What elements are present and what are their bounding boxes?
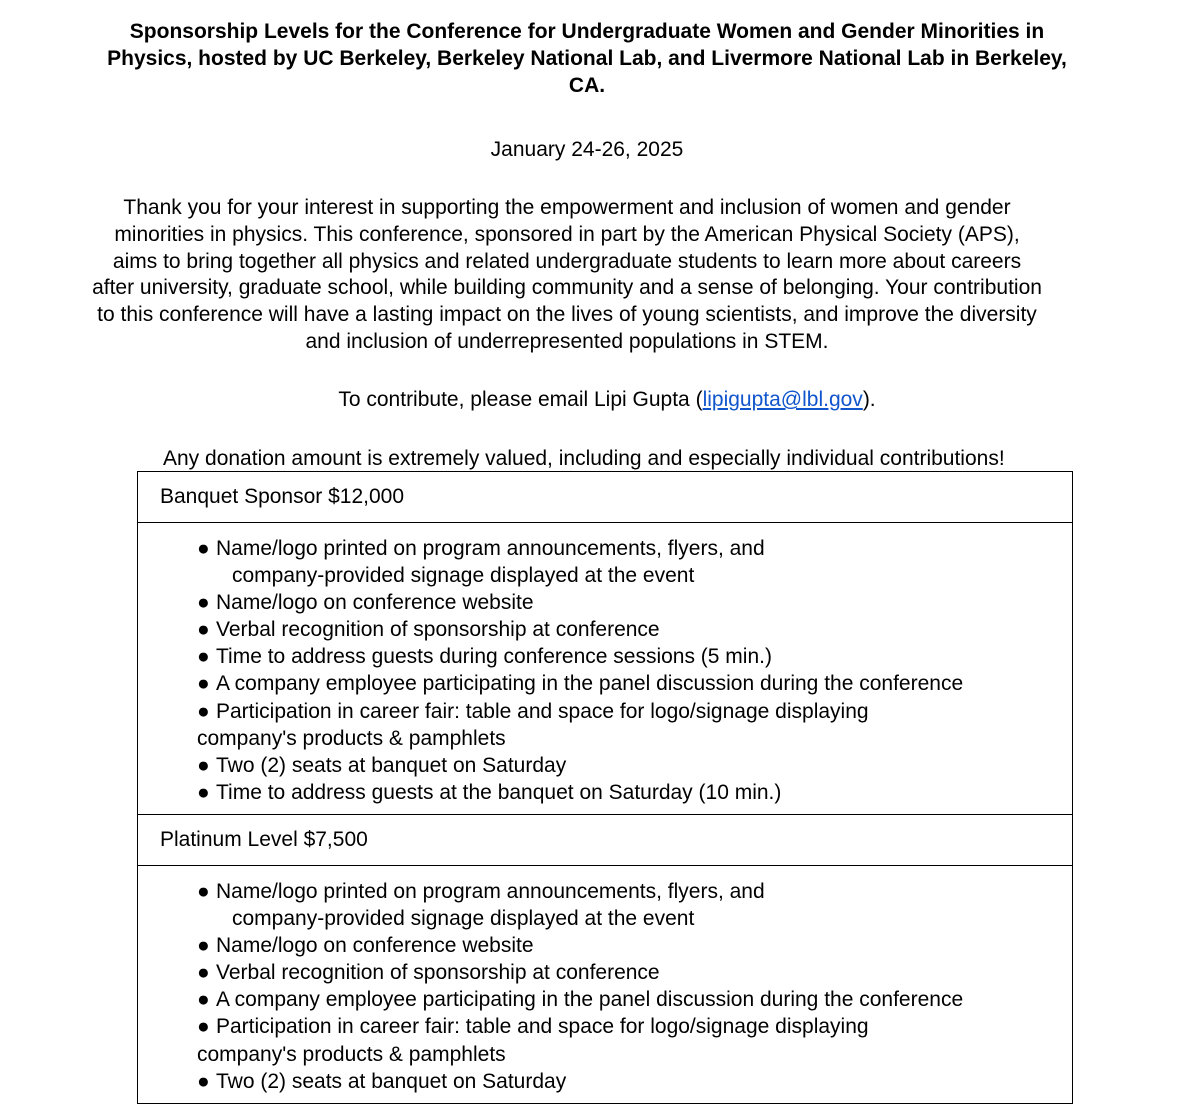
bullet-icon: ● xyxy=(197,591,210,615)
bullet-icon: ● xyxy=(197,1015,210,1039)
bullet-icon: ● xyxy=(197,672,210,696)
benefit-list xyxy=(197,535,1072,806)
contact-suffix: ). xyxy=(862,388,876,411)
list-item: ● Participation in career fair: table and space for logo/signage displaying company's products & pamphlets xyxy=(197,1015,869,1066)
list-item: ● Name/logo on conference website xyxy=(197,589,1072,616)
table-row xyxy=(138,523,1073,815)
list-item: ● A company employee participating in the panel discussion during the conference xyxy=(197,986,1072,1013)
bullet-icon: ● xyxy=(197,645,210,669)
table-row xyxy=(138,865,1073,1103)
table-row xyxy=(138,472,1073,523)
list-item: ● Name/logo printed on program announcements, flyers, and company-provided signage displayed at the event xyxy=(197,879,765,931)
list-item: ● Time to address guests at the banquet on Saturday (10 min.) xyxy=(197,779,1072,806)
list-item: ● Verbal recognition of sponsorship at conference xyxy=(197,959,1072,986)
bullet-icon: ● xyxy=(197,753,210,777)
level-heading-platinum: Platinum Level $7,500 xyxy=(138,814,1073,865)
bullet-icon: ● xyxy=(197,1069,210,1093)
list-item: ● Two (2) seats at banquet on Saturday xyxy=(197,752,1072,779)
bullet-icon: ● xyxy=(197,961,210,985)
document-title: Sponsorship Levels for the Conference for Undergraduate Women and Gender Minorities in Physics, hosted by UC Berkeley, Berkeley National Lab, and Livermore National Lab in Berkeley, CA. xyxy=(107,20,1067,97)
bullet-icon: ● xyxy=(197,988,210,1012)
bullet-icon: ● xyxy=(197,879,210,903)
list-item: ● Two (2) seats at banquet on Saturday xyxy=(197,1068,1072,1095)
list-item: ● Time to address guests during conference sessions (5 min.) xyxy=(197,643,1072,670)
benefit-list xyxy=(197,878,1072,1095)
contact-line xyxy=(0,386,1200,414)
level-benefits-banquet xyxy=(138,523,1073,815)
list-item: ● Verbal recognition of sponsorship at conference xyxy=(197,616,1072,643)
bullet-icon: ● xyxy=(197,780,210,804)
level-heading-banquet: Banquet Sponsor $12,000 xyxy=(138,472,1073,523)
level-benefits-platinum xyxy=(138,865,1073,1103)
intro-paragraph: Thank you for your interest in supporting the empowerment and inclusion of women and gender minorities in physics. This conference, sponsored in part by the American Physical Society (APS), aims to bring together all physics and related undergraduate students to learn more about careers after university, graduate school, while building community and a sense of belonging. Your contribution to this conference will have a lasting impact on the lives of young scientists, and improve the diversity and inclusion of underrepresented populations in STEM. xyxy=(92,196,1042,353)
list-item: ● A company employee participating in the panel discussion during the conference xyxy=(197,670,1072,697)
list-item: ● Participation in career fair: table and space for logo/signage displaying company's products & pamphlets xyxy=(197,699,869,750)
conference-date: January 24-26, 2025 xyxy=(490,138,684,161)
list-item: ● Name/logo printed on program announcements, flyers, and company-provided signage displayed at the event xyxy=(197,537,765,588)
contact-prefix: To contribute, please email Lipi Gupta ( xyxy=(338,388,703,411)
bullet-icon: ● xyxy=(197,699,210,723)
contact-email-link[interactable]: lipigupta@lbl.gov xyxy=(702,388,863,411)
donation-note: Any donation amount is extremely valued, including and especially individual contributions! xyxy=(163,447,1005,470)
list-item: ● Name/logo on conference website xyxy=(197,932,1072,959)
bullet-icon: ● xyxy=(197,537,210,560)
sponsorship-levels-table xyxy=(137,471,1073,1104)
bullet-icon: ● xyxy=(197,934,210,958)
bullet-icon: ● xyxy=(197,618,210,642)
table-row xyxy=(138,814,1073,865)
